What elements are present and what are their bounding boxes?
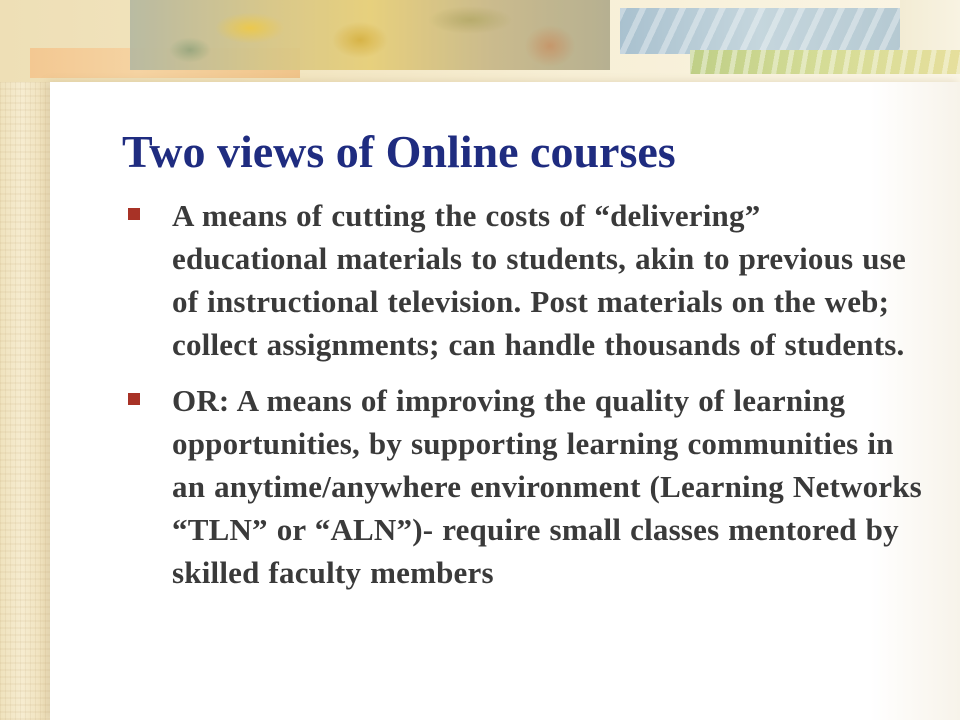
banner-strip-blue-image: [620, 8, 900, 54]
bullet-item: [122, 194, 922, 366]
bullet-list: [122, 194, 922, 607]
square-bullet-icon: [128, 393, 140, 405]
bullet-text: A means of cutting the costs of “delivering” educational materials to students, akin to previous use of instructional television. Post materials on the web; collect assignments; can handle thousands of students.: [172, 198, 906, 362]
bullet-text: OR: A means of improving the quality of learning opportunities, by supporting learning communities in an anytime/anywhere environment (Learning Networks “TLN” or “ALN”)- require small classes mentored by skilled faculty members: [172, 383, 922, 590]
banner-strip-leaves-image: [130, 0, 610, 70]
square-bullet-icon: [128, 208, 140, 220]
slide-title: Two views of Online courses: [122, 126, 676, 177]
bullet-item: [122, 379, 922, 594]
paper-texture-sidebar: [0, 0, 50, 720]
banner-strip-green-image: [690, 50, 960, 74]
banner-strip-cream: [900, 0, 960, 50]
decorative-banner: [0, 0, 960, 82]
